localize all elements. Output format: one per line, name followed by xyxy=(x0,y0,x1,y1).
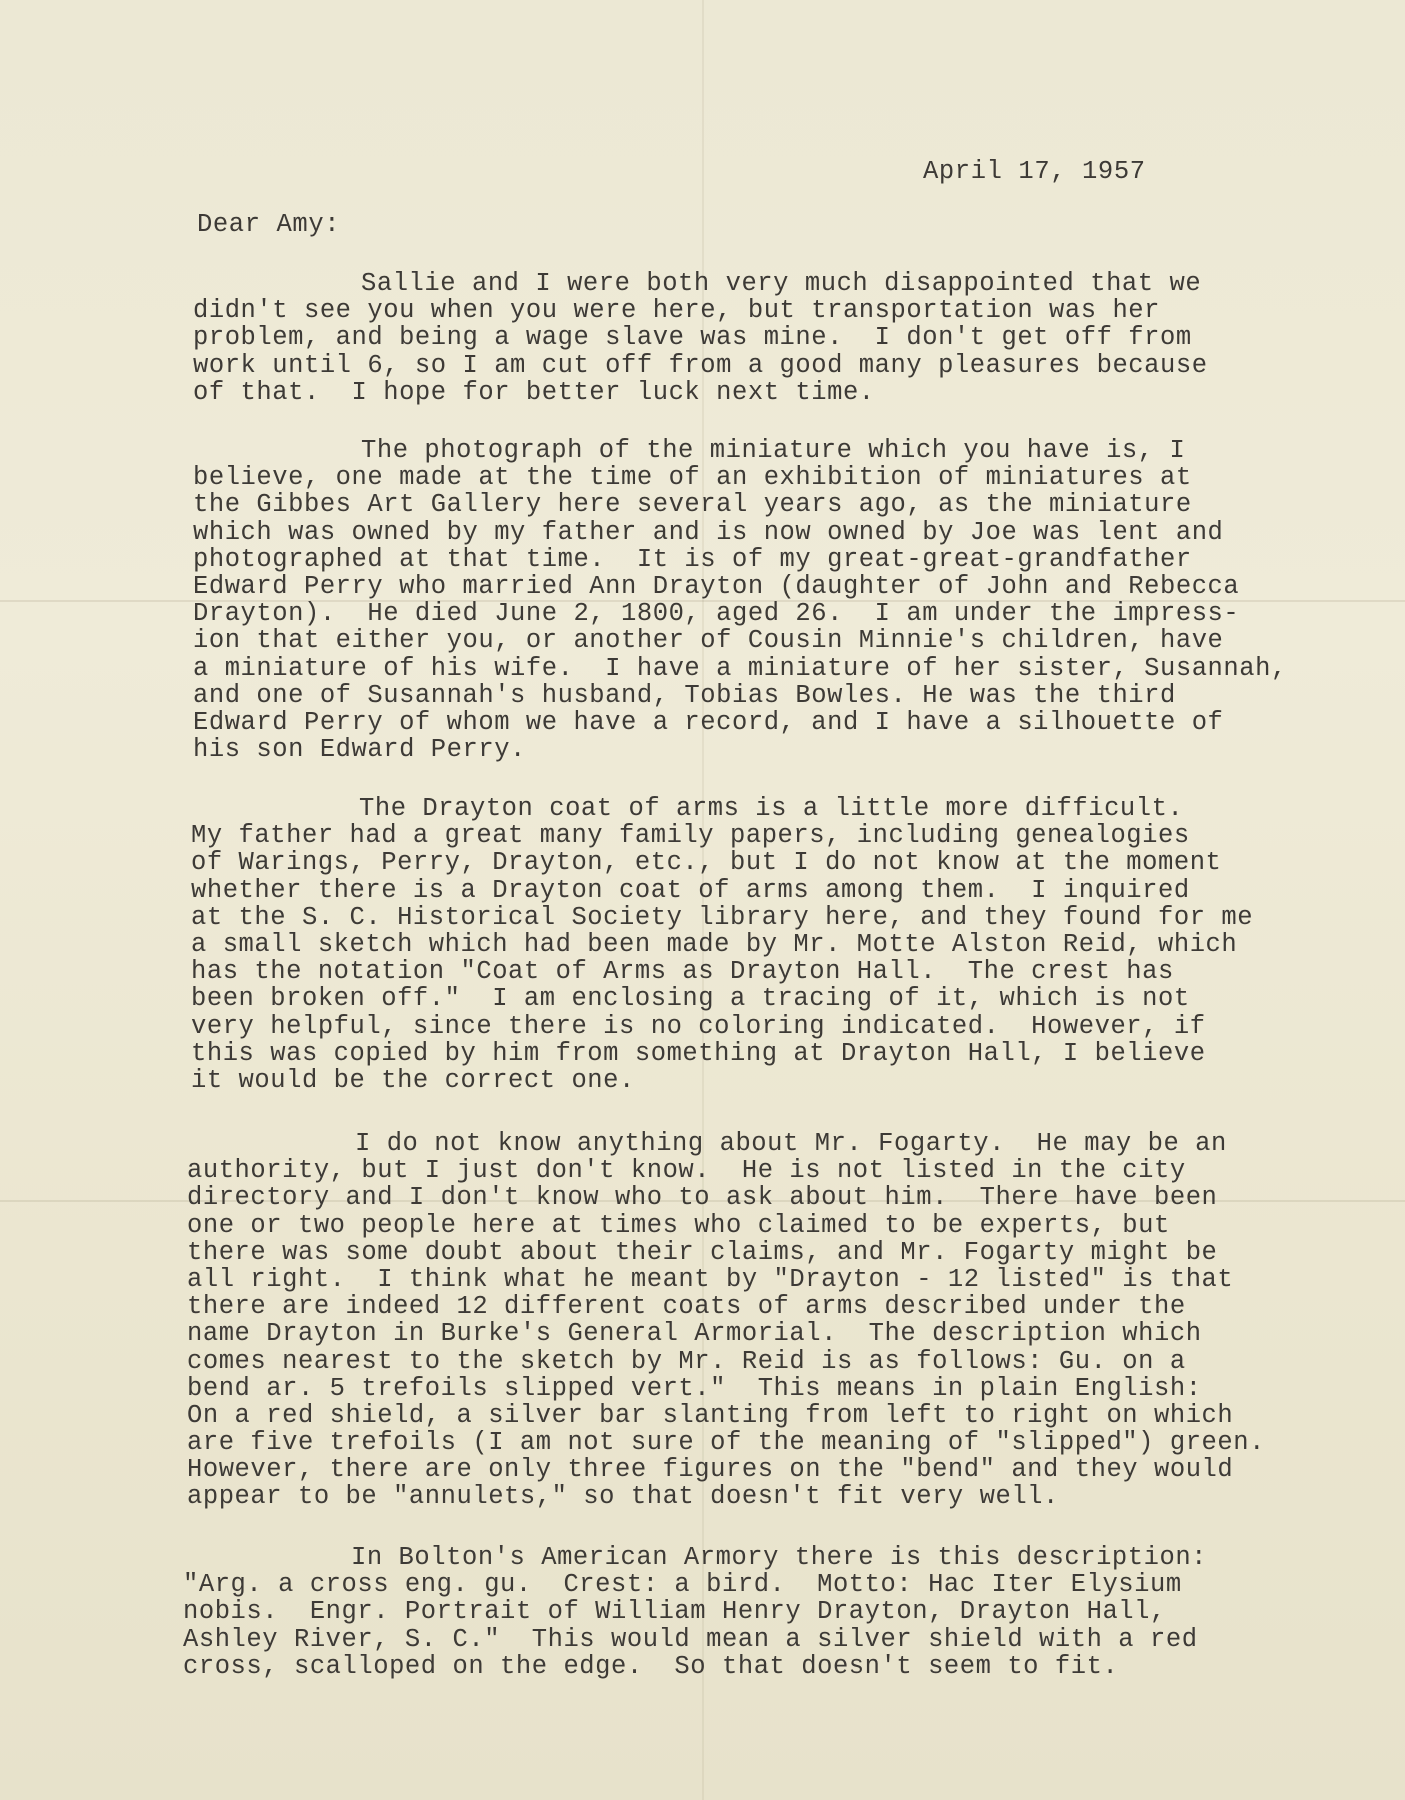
paragraph-line: name Drayton in Burke's General Armorial. The description which xyxy=(187,1319,1202,1349)
paragraph-line: this was copied by him from something at Drayton Hall, I believe xyxy=(191,1038,1206,1068)
paragraph-line: cross, scalloped on the edge. So that doesn't seem to fit. xyxy=(183,1651,1119,1681)
paragraph-line: nobis. Engr. Portrait of William Henry Drayton, Drayton Hall, xyxy=(183,1597,1166,1627)
paragraph-line: been broken off." I am enclosing a tracing of it, which is not xyxy=(191,984,1190,1014)
paragraph-line: appear to be "annulets," so that doesn't fit very well. xyxy=(187,1482,1059,1512)
paragraph-line: which was owned by my father and is now owned by Joe was lent and xyxy=(193,517,1224,547)
paragraph-line: there are indeed 12 different coats of arms described under the xyxy=(187,1292,1186,1322)
paragraph-line: his son Edward Perry. xyxy=(193,735,526,765)
paragraph-line: one or two people here at times who claimed to be experts, but xyxy=(187,1210,1170,1240)
paragraph-line: of Warings, Perry, Drayton, etc., but I do not know at the moment xyxy=(191,848,1222,878)
letter-paragraph xyxy=(191,795,1253,1094)
paragraph-line: My father had a great many family papers, including genealogies xyxy=(191,821,1190,851)
paragraph-line: has the notation "Coat of Arms as Drayton Hall. The crest has xyxy=(191,957,1174,987)
paragraph-line: On a red shield, a silver bar slanting from left to right on which xyxy=(187,1400,1234,1430)
letter-paragraph xyxy=(193,270,1208,406)
paragraph-line: all right. I think what he meant by "Drayton - 12 listed" is that xyxy=(187,1264,1234,1294)
paragraph-line: and one of Susannah's husband, Tobias Bowles. He was the third xyxy=(193,680,1176,710)
paragraph-line: photographed at that time. It is of my great-great-grandfather xyxy=(193,544,1192,574)
paragraph-line: I do not know anything about Mr. Fogarty. He may be an xyxy=(355,1129,1227,1158)
paragraph-line: The Drayton coat of arms is a little more difficult. xyxy=(359,794,1184,823)
paragraph-line: didn't see you when you were here, but transportation was her xyxy=(193,296,1161,326)
letter-paragraph xyxy=(187,1130,1265,1511)
paragraph-line: However, there are only three figures on the "bend" and they would xyxy=(187,1455,1234,1485)
letter-paragraph xyxy=(193,437,1287,763)
paragraph-line: ion that either you, or another of Cousin Minnie's children, have xyxy=(193,626,1224,656)
paragraph-line: Edward Perry who married Ann Drayton (daughter of John and Rebecca xyxy=(193,571,1240,601)
paragraph-line: work until 6, so I am cut off from a good many pleasures because xyxy=(193,350,1208,380)
paragraph-line: there was some doubt about their claims, and Mr. Fogarty might be xyxy=(187,1237,1218,1267)
paragraph-line: problem, and being a wage slave was mine. I don't get off from xyxy=(193,323,1192,353)
paragraph-line: Sallie and I were both very much disappointed that we xyxy=(361,269,1202,298)
paragraph-line: at the S. C. Historical Society library here, and they found for me xyxy=(191,902,1254,932)
paragraph-line: the Gibbes Art Gallery here several years ago, as the miniature xyxy=(193,490,1192,520)
paragraph-line: it would be the correct one. xyxy=(191,1065,635,1095)
paragraph-line: In Bolton's American Armory there is this description: xyxy=(351,1543,1208,1572)
paragraph-line: believe, one made at the time of an exhibition of miniatures at xyxy=(193,463,1192,493)
paragraph-line: The photograph of the miniature which you have is, I xyxy=(361,436,1186,465)
letter-date: April 17, 1957 xyxy=(923,157,1146,186)
paragraph-line: comes nearest to the sketch by Mr. Reid is as follows: Gu. on a xyxy=(187,1346,1186,1376)
paragraph-line: Edward Perry of whom we have a record, and I have a silhouette of xyxy=(193,707,1224,737)
paragraph-line: are five trefoils (I am not sure of the meaning of "slipped") green. xyxy=(187,1428,1265,1458)
paragraph-line: Ashley River, S. C." This would mean a silver shield with a red xyxy=(183,1624,1198,1654)
paragraph-line: of that. I hope for better luck next time. xyxy=(193,377,875,407)
letter-salutation: Dear Amy: xyxy=(197,210,341,239)
paragraph-line: authority, but I just don't know. He is not listed in the city xyxy=(187,1156,1186,1186)
paragraph-line: directory and I don't know who to ask about him. There have been xyxy=(187,1183,1218,1213)
paragraph-line: "Arg. a cross eng. gu. Crest: a bird. Motto: Hac Iter Elysium xyxy=(183,1570,1182,1600)
paragraph-line: a miniature of his wife. I have a miniature of her sister, Susannah, xyxy=(193,653,1287,683)
paragraph-line: very helpful, since there is no coloring indicated. However, if xyxy=(191,1011,1206,1041)
paragraph-line: bend ar. 5 trefoils slipped vert." This means in plain English: xyxy=(187,1373,1202,1403)
letter-paragraph xyxy=(183,1544,1207,1680)
paragraph-line: Drayton). He died June 2, 1800, aged 26. I am under the impress- xyxy=(193,599,1240,629)
paragraph-line: whether there is a Drayton coat of arms among them. I inquired xyxy=(191,875,1190,905)
paragraph-line: a small sketch which had been made by Mr. Motte Alston Reid, which xyxy=(191,929,1238,959)
